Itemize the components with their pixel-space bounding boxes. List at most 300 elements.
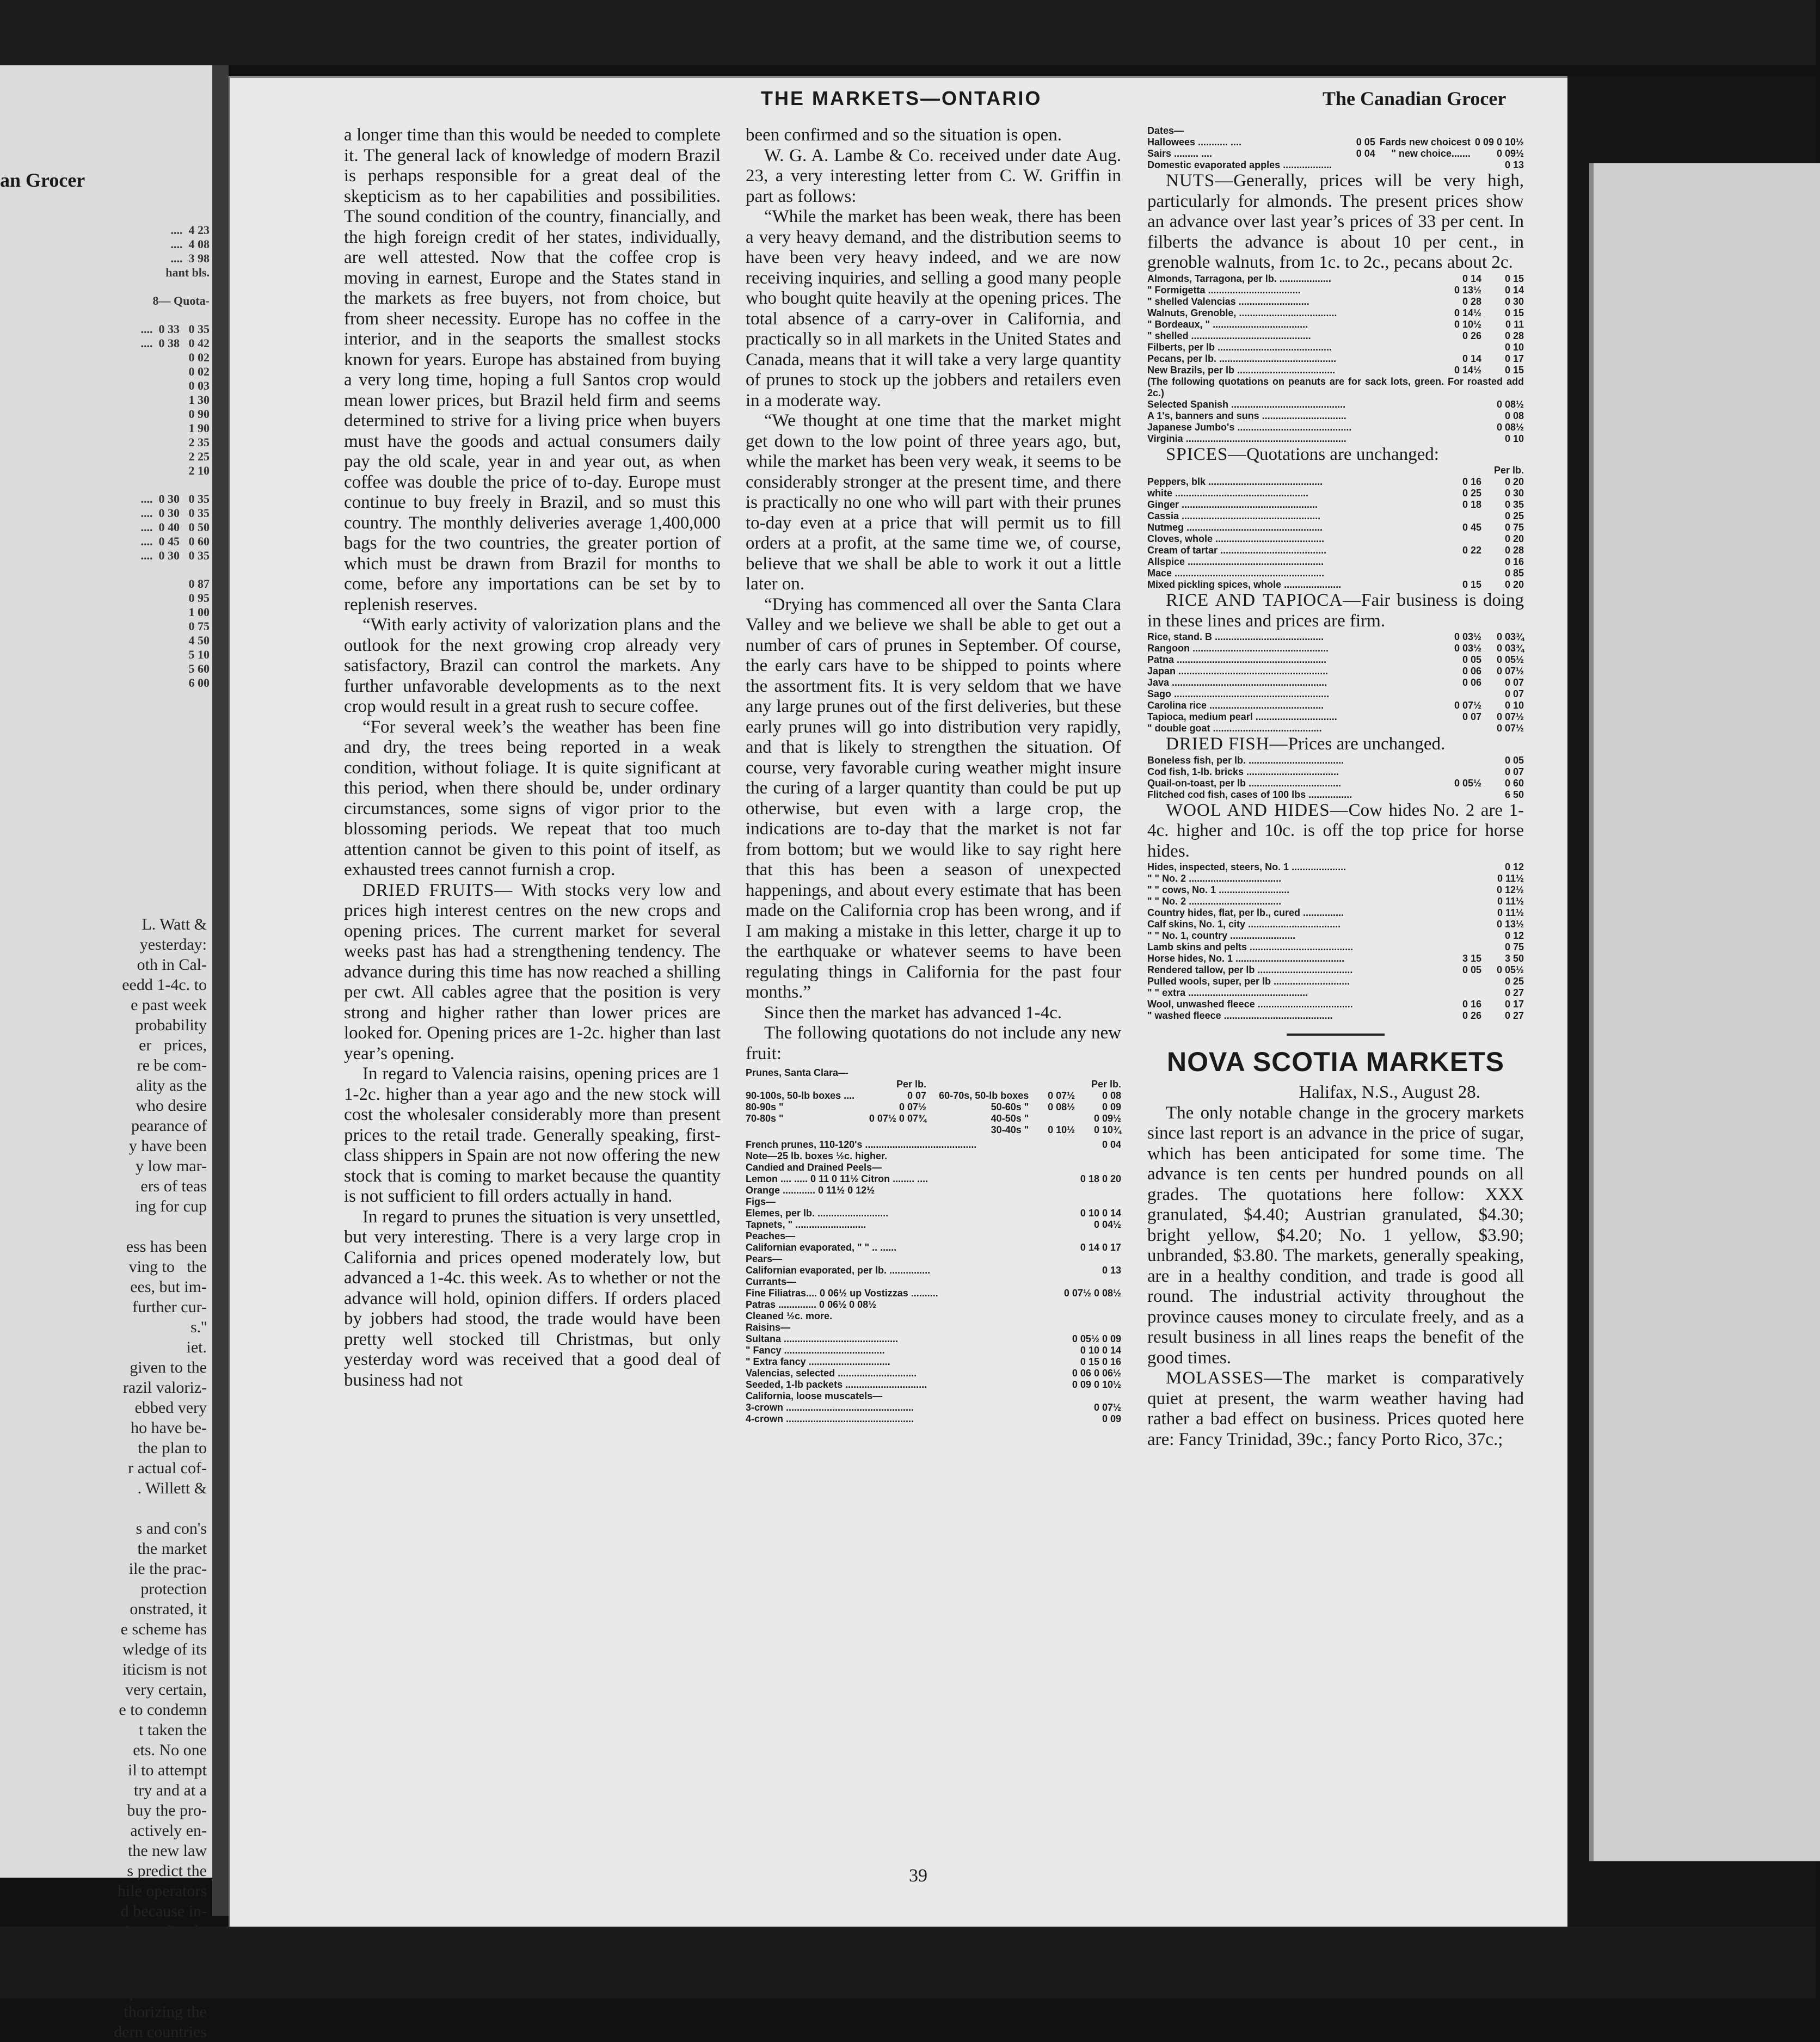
dateline: Halifax, N.S., August 28. [1299,1082,1480,1102]
dates-table [1147,137,1524,171]
price-label: New Brazils, per lb .................................... [1147,364,1336,376]
price-value: 0 08 [1504,410,1524,421]
price-value [1064,1231,1121,1242]
price-value: 0 09 [1102,1102,1121,1112]
paragraph-text: Generally, prices will be very high, particularly for almonds. The present prices show an advance over last year’s prices of 33 per cent. In filberts the advance is about 10 per cent., in grenoble walnuts, from 1c. to 2c., pecans about 2c. [1147,171,1524,272]
column-1 [344,125,721,1391]
price-label: " shelled Valencias .......................... [1147,296,1309,307]
section-heading-molasses: MOLASSES— [1166,1368,1283,1388]
price-row [746,1219,1121,1231]
section-heading-wool-hides: WOOL AND HIDES— [1166,800,1349,820]
price-value [1443,399,1481,410]
paragraph [1147,445,1524,465]
left-page-header: an Grocer [0,169,85,191]
paragraph: In regard to prunes the situation is very unsettled, but very interesting. There is a very large crop in California and prices opened moderately low, but advanced a 1-4c. this week. As to whether or not the advance will hold, opinion differs. If orders placed by jobbers had stood, the trade would have been pretty well stocked till Christmas, but only yesterday word was received that a good deal of business had not [344,1207,721,1390]
price-row [1147,510,1524,522]
price-row [1147,476,1524,488]
price-row [746,1124,1121,1136]
price-value [1443,862,1481,873]
price-value: 0 15 [1504,364,1524,376]
price-label: " Extra fancy .............................. [746,1356,890,1367]
price-value: 0 05 [1462,964,1481,975]
price-label: Pulled wools, super, per lb ............................ [1147,976,1350,987]
price-value: 0 10¾ [1093,1124,1121,1135]
price-value: 0 07 [1504,766,1524,777]
price-value: 0 22 [1462,545,1481,556]
price-value [864,1124,926,1136]
price-row [1147,942,1524,953]
price-value: 0 28 [1504,545,1524,556]
price-value [1064,1185,1121,1196]
price-value [1443,766,1481,778]
price-value: 0 15 [1504,273,1524,284]
price-label: Californian evaporated, " " .. ...... [746,1242,897,1253]
price-label: Pecans, per lb. ........................................... [1147,353,1337,364]
price-value: 0 04½ [1093,1219,1121,1230]
paragraph-text: With stocks very low and prices high interest centres on the new crops and opening prices. The current market for several weeks past has had a strengthening tendency. The advance during this time has now reached a shilling per cwt. All cables agree that the position is very strong and higher rather than lower prices are looked for. Opening prices are 1-2c. higher than last year’s opening. [344,880,721,1063]
price-row [1147,488,1524,499]
price-label: Raisins— [746,1322,791,1333]
price-row [746,1185,1121,1196]
price-value [1443,789,1481,801]
price-label: " shelled ............................................ [1147,330,1311,341]
price-label: Carolina rice .......................................... [1147,700,1324,711]
price-row [1147,755,1524,766]
paragraph: W. G. A. Lambe & Co. received under date Aug. 23, a very interesting letter from C. W. Griffin in part as follows: [746,145,1121,206]
price-value: 0 16 [1504,556,1524,567]
per-lb-label: Per lb. [896,1079,926,1090]
price-value: 0 35 [1504,499,1524,510]
price-value [1443,556,1481,568]
price-value: 0 14 [1462,353,1481,364]
price-label: California, loose muscatels— [746,1391,883,1401]
price-row [1147,433,1524,445]
price-value: 0 13 [1504,159,1524,170]
price-value [1029,1113,1075,1124]
price-value [1443,907,1481,919]
price-row [1147,700,1524,711]
price-row [1147,422,1524,433]
price-value: 0 04 [1356,148,1375,159]
price-row [1147,568,1524,579]
price-row [1147,907,1524,919]
price-value: 0 13 [1102,1265,1121,1276]
price-label: Calf skins, No. 1, city .................................. [1147,919,1341,930]
section-heading-nuts: NUTS— [1166,171,1234,190]
per-lb-label: Per lb. [1091,1079,1121,1090]
price-value: 0 05½ [1496,654,1524,665]
paragraph: The following quotations do not include any new fruit: [746,1023,1121,1063]
price-value [1443,755,1481,766]
price-value [1375,159,1471,171]
price-row [746,1333,1121,1345]
price-label: Ginger .................................................. [1147,499,1318,510]
price-value: 0 12 [1504,930,1524,941]
price-label: Patras .............. 0 06½ 0 08½ [746,1299,877,1310]
section-heading-spices: SPICES— [1166,444,1247,464]
price-value: 3 15 [1462,953,1481,964]
price-label: Peaches— [746,1231,796,1241]
price-row [746,1413,1121,1425]
price-row [1147,666,1524,677]
left-page-text-fragments: L. Watt & yesterday: oth in Cal- eedd 1-4c. to e past week probability er prices, re be com- ality as the who desire pearance of y have been y low mar- ers of teas ing for cup ess has been ving to the ees, but im- further cur- s.'' iet. given to the razil valoriz- ebbed very ho have be- the plan to r actual cof- . Willett & s and con's the market ile the prac- protection onstrated, it e scheme has wledge of its iticism is not very certain, e to condemn t taken the ets. No one il to attempt try and at a buy the pro- actively en- the new law s predict the hile operators d because in- thorizing the dern countries [114,915,207,2041]
price-value [1443,930,1481,942]
price-row [1147,862,1524,873]
price-value: 0 11½ [1497,896,1524,907]
price-value: 0 20 [1504,533,1524,544]
price-row [1147,688,1524,700]
price-value: 0 10 0 14 [1080,1208,1121,1219]
price-row [1147,919,1524,930]
paragraph: been confirmed and so the situation is open. [746,125,1062,145]
price-value [1443,422,1481,433]
price-value: 0 18 0 20 [1080,1173,1121,1184]
price-label: " " cows, No. 1 .......................... [1147,884,1290,895]
left-page-edge [0,65,212,2041]
price-label: Nutmeg .................................................. [1147,522,1323,533]
price-row [1147,1010,1524,1022]
price-label: Japanese Jumbo's .......................................... [1147,421,1352,433]
price-value: 0 14 [1504,284,1524,296]
section-heading-dried-fish: DRIED FISH— [1166,734,1288,754]
price-label: Boneless fish, per lb. ................................... [1147,754,1344,766]
price-label: Seeded, 1-lb packets .............................. [746,1379,927,1390]
price-row [1147,148,1524,159]
price-value: 0 07½ [1048,1090,1075,1101]
price-row [1147,677,1524,688]
price-value [1443,342,1481,353]
price-label: Patna ....................................................... [1147,654,1327,665]
price-label: 80-90s " [746,1102,784,1112]
price-row [1147,353,1524,365]
price-label: Fine Filiatras.... 0 06½ up Vostizzas .......... [746,1288,938,1299]
price-row [746,1113,1121,1124]
price-value: 0 16 [1462,476,1481,487]
price-row [1147,296,1524,307]
paragraph: In regard to Valencia raisins, opening prices are 1 1-2c. higher than a year ago and the new stock will cost the wholesaler considerably more than present prices to the retail trade. Generally speaking, first-class shippers in Spain are not now offering the new stock that is coming to market because the quantity is not sufficient to fill orders actually in hand. [344,1064,721,1206]
price-value: 0 30 [1504,488,1524,499]
price-value: 0 13½ [1454,284,1481,296]
price-label: Horse hides, No. 1 ........................................ [1147,953,1345,964]
price-row [1147,159,1524,171]
price-value [1443,723,1481,734]
price-row [746,1345,1121,1356]
price-row [1147,579,1524,591]
price-label: Cassia ................................................... [1147,510,1321,521]
price-row [1147,342,1524,353]
price-label: Hallowees ........... .... [1147,137,1242,147]
price-label: Cloves, whole ........................................ [1147,533,1325,544]
price-label: Lamb skins and pelts ...................................... [1147,942,1354,952]
price-value: 0 05½ [1496,964,1524,975]
section-heading-rice: RICE AND TAPIOCA— [1166,591,1362,610]
price-label: Cleaned ½c. more. [746,1311,833,1321]
price-label: Currants— [746,1276,797,1287]
price-value: 0 14½ [1454,364,1481,376]
price-value: 0 08½ [1496,421,1524,433]
peanuts-table [1147,399,1524,445]
paragraph [344,881,721,1065]
price-value: 0 07½ [1496,666,1524,676]
price-label: French prunes, 110-120's ......................................... [746,1139,977,1150]
price-row [1147,723,1524,734]
price-value: 30-40s " [991,1124,1029,1135]
price-row [746,1276,1121,1288]
price-value: 0 11 [1505,318,1524,330]
price-value [1064,1311,1121,1322]
price-value [1337,159,1375,171]
price-value [1443,433,1481,445]
price-row [1147,884,1524,896]
price-value: 0 85 [1504,568,1524,579]
price-value: 0 05½ 0 09 [1072,1333,1121,1344]
price-row [1147,999,1524,1010]
price-label: " " No. 2 .................................. [1147,896,1282,907]
price-value [1064,1162,1121,1173]
price-label: Orange ............ 0 11½ 0 12½ [746,1185,875,1196]
price-value [1443,987,1481,999]
price-value [1443,533,1481,545]
per-lb-label: Per lb. [1493,465,1524,476]
price-value: 0 17 [1504,999,1524,1010]
price-value: 0 05 [1356,137,1375,147]
price-label: Cream of tartar ....................................... [1147,545,1327,556]
price-value [1443,688,1481,700]
price-row [746,1356,1121,1368]
price-value: 0 08½ [1048,1102,1075,1112]
price-value: 0 07½ [1496,711,1524,722]
price-value: 0 05 [1504,754,1524,766]
price-value: 0 26 [1462,1010,1481,1021]
paragraph: “Drying has commenced all over the Santa Clara Valley and we believe we shall be able to get out a number of cars of prunes in September. Of course, the early cars have to be shipped to points where the assortment fits. It is very seldom that we have any large prunes out of the first deliveries, but these early prunes will go into distribution very rapidly, and that is likely to strengthen the situation. Of course, very favorable curing weather might insure the curing of a larger quantity than could be put up otherwise, but even with a large crop, the indications are to-day that the market is not far from bottom; but we would like to say right here that this has been a season of unexpected happenings, and about every estimate that has been made on the California crop has been wrong, and if I am making a mistake in this letter, charge it up to the earthquake or whatever seems to have been regulating things in California for the past four months.” [746,594,1121,1002]
price-value: 0 28 [1504,330,1524,341]
price-value: 0 14 0 17 [1080,1242,1121,1253]
price-value: 0 18 [1462,499,1481,510]
book-gutter [212,65,229,1916]
price-row [1147,137,1524,148]
price-value: 0 25 [1504,510,1524,521]
price-value [1443,410,1481,422]
price-value: Fards new choicest [1379,137,1471,147]
price-value: 0 25 [1462,488,1481,499]
price-row [746,1196,1121,1208]
price-value: 0 26 [1462,330,1481,341]
paragraph [1147,1368,1524,1450]
price-value [1064,1151,1121,1162]
price-value [1443,976,1481,987]
price-value: 0 05 [1462,654,1481,665]
price-value: 0 15 [1504,307,1524,318]
price-row [746,1102,1121,1113]
price-row [1147,533,1524,545]
rice-table [1147,631,1524,734]
price-label: Virginia ........................................................... [1147,433,1346,444]
price-label: Mace ....................................................... [1147,568,1325,579]
price-row [1147,964,1524,976]
paragraph-text: Cow hides No. 2 are 1-4c. higher and 10c. is off the top price for horse hides. [1147,800,1524,861]
price-value: 0 30 [1504,296,1524,307]
spices-table [1147,476,1524,591]
publication-title: The Canadian Grocer [1323,88,1507,109]
price-value: 0 07 [1504,688,1524,699]
price-label: " double goat ........................................ [1147,723,1322,734]
section-heading-dried-fruits: DRIED FRUITS— [362,880,513,900]
price-row [746,1173,1121,1185]
price-value: 0 28 [1462,296,1481,307]
price-label: Sairs ......... .... [1147,148,1213,159]
price-label: Java ......................................................... [1147,677,1327,688]
price-row [746,1391,1121,1402]
paragraph-text: Fair business is doing in these lines and prices are firm. [1147,591,1524,631]
price-row [1147,789,1524,801]
price-value [1443,510,1481,522]
price-value [1064,1196,1121,1208]
paragraph-text: The market is comparatively quiet at present, the warm weather having had rather a bad effect on business. Prices quoted here are: Fancy Trinidad, 39c.; fancy Porto Rico, 37c.; [1147,1368,1524,1449]
price-row [1147,631,1524,643]
price-row [746,1288,1121,1299]
price-row [1147,930,1524,942]
paragraph: “While the market has been weak, there has been a very heavy demand, and the distribution seems to have been very heavy indeed, and we are now receiving inquiries, and selling a good many people who bought quite heavily at the opening prices. The total absence of a carry-over in California, and practically so in all markets in the United States and Canada, means that it will take a very large quantity of prunes to stock up the jobbers and retailers even in a moderate way. [746,207,1121,410]
paragraph-text: Quotations are unchanged: [1246,444,1439,464]
price-row [1147,766,1524,778]
price-value [1443,919,1481,930]
price-value [1064,1276,1121,1288]
price-value [1443,942,1481,953]
price-label: " " extra ............................................ [1147,987,1308,998]
hides-table [1147,862,1524,1022]
price-label: " Fancy ..................................... [746,1345,885,1356]
price-row [1147,556,1524,568]
price-row [746,1322,1121,1333]
price-value [1064,1299,1121,1311]
price-label: Cod fish, 1-lb. bricks .................................. [1147,766,1339,777]
price-value: 0 07½ 0 08½ [1063,1288,1121,1299]
paragraph: “For several week’s the weather has been fine and dry, the trees being reported in a weak condition, without foliage. It is quite significant at this period, when there should be, under ordinary circumstances, some signs of vigor prior to the blossoming periods. We repeat that too much attention cannot be given to this point of itself, as exhausted trees cannot furnish a crop. [344,717,721,879]
price-label: Mixed pickling spices, whole ..................... [1147,579,1342,590]
price-row [1147,873,1524,884]
price-label: Candied and Drained Peels— [746,1162,882,1173]
paragraph: The only notable change in the grocery markets since last report is an advance in the price of sugar, which has been anticipated for some time. The advance is ten cents per hundred pounds on all grades. The quotations here follow: XXX granulated, $4.40; Austrian granulated, $4.30; bright yellow, $4.20; No. 1 yellow, $3.90; unbranded, $3.80. The markets, generally speaking, are in a healthy condition, and trade is good all round. The industrial activity throughout the province causes money to circulate freely, and as a result business in all lines reaps the benefit of the good times. [1147,1103,1524,1368]
left-page-numbers: .... 4 23 .... 4 08 .... 3 98 hant bls. 8— Quota- .... 0 33 0 35 .... 0 38 0 42 0 02 0 02 0 03 1 30 0 90 1 90 2 35 2 25 2 10 .... 0 30 0 35 .... 0 30 0 35 .... 0 40 0 50 .... 0 45 0 60 .... 0 30 0 35 0 87 0 95 1 00 0 75 4 50 5 10 5 60 6 00 [140,223,210,690]
price-value: 0 04 [1102,1139,1121,1150]
price-label: Peppers, blk .......................................... [1147,476,1323,487]
price-value: 0 75 [1504,942,1524,952]
price-value: 0 12 [1504,862,1524,872]
price-value [1443,884,1481,896]
dried-fruits-table [746,1139,1121,1425]
price-value: 0 09 0 10½ [1072,1379,1121,1390]
price-value: 0 13½ [1496,919,1524,930]
price-value: 0 03½ [1454,643,1481,654]
price-label: Californian evaporated, per lb. ............... [746,1265,931,1276]
price-value: 0 03¾ [1496,631,1524,642]
price-value [1443,873,1481,884]
price-value: 0 07½ [899,1102,926,1112]
nova-scotia-title: NOVA SCOTIA MARKETS [1167,1047,1504,1077]
paragraph [1147,171,1524,273]
price-label: " Formigetta .................................. [1147,284,1301,296]
price-label: Hides, inspected, steers, No. 1 .................... [1147,862,1346,872]
price-value: " new choice....... [1391,148,1471,159]
price-row [1147,654,1524,666]
price-row [1147,953,1524,964]
price-value: 0 60 [1504,777,1524,789]
dates-heading: Dates— [1147,125,1184,136]
prunes-heading: Prunes, Santa Clara— [746,1067,848,1078]
price-row [1147,545,1524,556]
per-lb-row [746,1079,1121,1090]
price-row [1147,365,1524,376]
price-row [1147,307,1524,319]
price-label: Quail-on-toast, per lb .................................. [1147,777,1342,789]
price-label: Domestic evaporated apples .................. [1147,159,1332,170]
price-row [746,1139,1121,1151]
paragraph: “With early activity of valorization plans and the outlook for the next growing crop already very satisfactory, Brazil can control the markets. Any further unfavorable developments as to the next crop would result in a great rush to secure coffee. [344,615,721,716]
price-value: 0 08½ [1496,398,1524,410]
price-row [1147,711,1524,723]
price-row [746,1299,1121,1311]
price-row [1147,896,1524,907]
price-row [1147,319,1524,330]
price-value: 0 10 [1504,700,1524,711]
price-label: Almonds, Tarragona, per lb. ................... [1147,273,1331,284]
price-value: 0 07½ [1093,1402,1121,1413]
price-label: white ................................................. [1147,488,1309,499]
price-value: 0 03¾ [1496,643,1524,654]
price-row [746,1379,1121,1391]
price-row [746,1151,1121,1162]
price-row [1147,285,1524,296]
price-row [746,1402,1121,1413]
price-row [746,1090,1121,1102]
price-value: 0 05½ [1454,777,1481,789]
price-value: 0 14½ [1454,307,1481,318]
price-value: 0 06 [1462,677,1481,688]
running-title: THE MARKETS—ONTARIO [761,87,1042,109]
price-label: Sultana .......................................... [746,1333,899,1344]
price-row [746,1242,1121,1253]
price-value: 0 07 [1504,677,1524,688]
price-value: 0 07 [907,1090,926,1101]
price-label: Selected Spanish .......................................... [1147,398,1346,410]
price-label: Sago ......................................................... [1147,688,1330,699]
price-value: 0 15 0 16 [1080,1356,1121,1367]
price-row [1147,399,1524,410]
price-row [746,1231,1121,1242]
paragraph [1147,734,1524,755]
price-label: Country hides, flat, per lb., cured ............... [1147,907,1344,918]
price-value: 0 45 [1462,522,1481,533]
price-value [1064,1322,1121,1333]
price-value: 0 27 [1504,987,1524,998]
price-value: 0 07½ 0 07¾ [869,1113,926,1124]
price-label: Note—25 lb. boxes ½c. higher. [746,1151,888,1161]
price-row [1147,976,1524,987]
price-label: " " No. 2 .................................. [1147,873,1282,884]
price-row [746,1368,1121,1379]
column-2 [746,125,1121,1425]
price-label: Filberts, per lb .......................................... [1147,341,1332,353]
price-label: Allspice .................................................. [1147,556,1324,567]
price-label: Walnuts, Grenoble, .................................... [1147,307,1337,318]
price-value: 40-50s " [991,1113,1029,1124]
price-label: 90-100s, 50-lb boxes .... [746,1090,855,1101]
price-value: 0 11½ [1497,907,1524,918]
price-label: A 1's, banners and suns ............................... [1147,410,1346,421]
price-value: 0 09 [1102,1413,1121,1424]
price-value: 0 12½ [1496,884,1524,895]
price-row [1147,643,1524,654]
